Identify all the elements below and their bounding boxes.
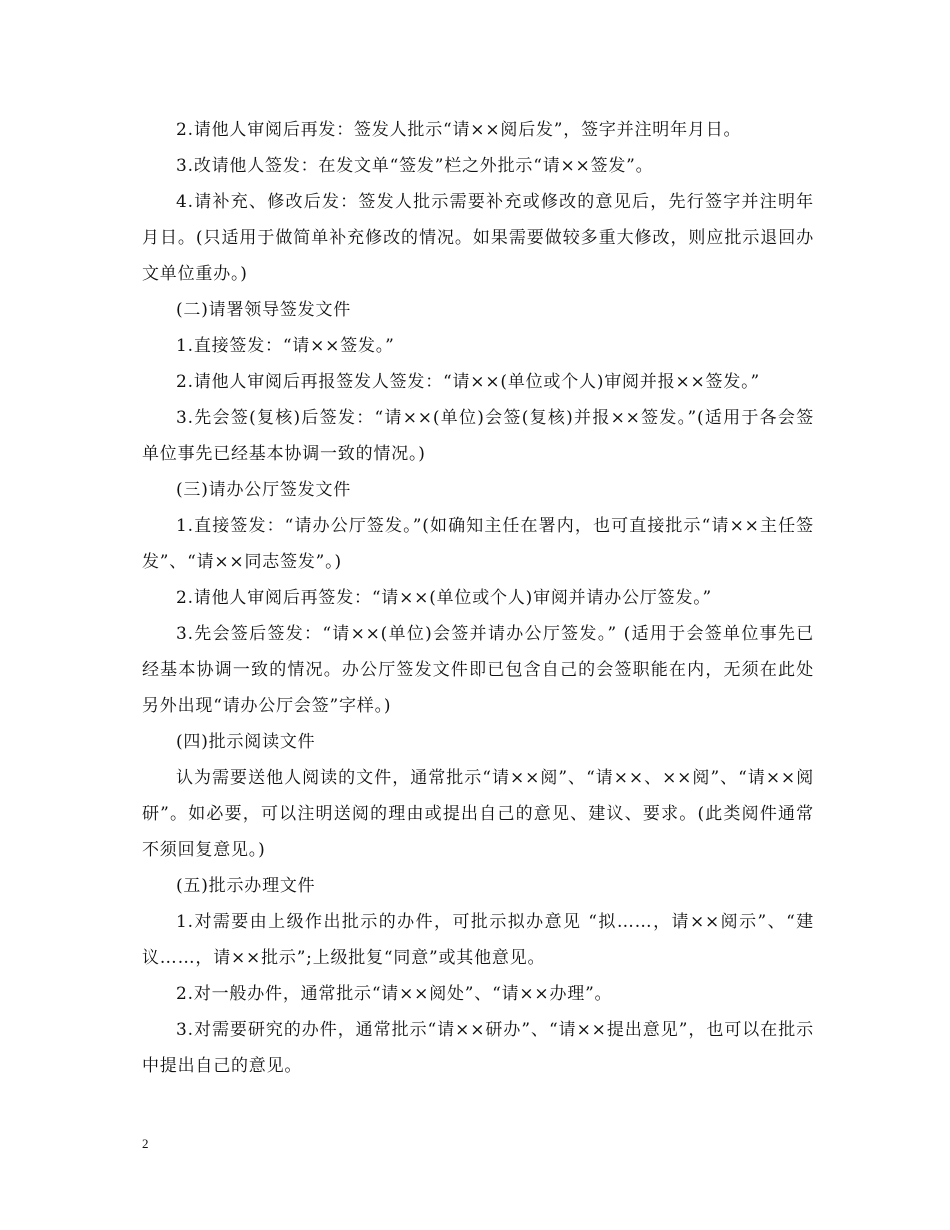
paragraph-general-handling: 2.对一般办件，通常批示“请××阅处”、“请××办理”。 bbox=[176, 984, 613, 1004]
document-body bbox=[142, 112, 814, 1084]
section-heading-2: (二)请署领导签发文件 bbox=[176, 300, 352, 320]
paragraph-research-handling: 3.对需要研究的办件，通常批示“请××研办”、“请××提出意见”，也可以在批示中提出自己的意见。 bbox=[142, 1020, 814, 1076]
paragraph-cosign-review-leader: 3.先会签(复核)后签发：“请××(单位)会签(复核)并报××签发。”(适用于各会签单位事先已经基本协调一致的情况。) bbox=[142, 408, 814, 464]
paragraph-change-signer: 3.改请他人签发：在发文单“签发”栏之外批示“请××签发”。 bbox=[176, 156, 654, 176]
section-heading-3: (三)请办公厅签发文件 bbox=[176, 480, 352, 500]
paragraph-review-then-report: 2.请他人审阅后再报签发人签发：“请××(单位或个人)审阅并报××签发。” bbox=[176, 372, 760, 392]
paragraph-cosign-office: 3.先会签后签发：“请××(单位)会签并请办公厅签发。” (适用于会签单位事先已经基本协调一致的情况。办公厅签发文件即已包含自己的会签职能在内，无须在此处另外出现“请办公厅会签”字样。) bbox=[142, 624, 814, 716]
page-number: 2 bbox=[142, 1136, 149, 1151]
section-heading-4: (四)批示阅读文件 bbox=[176, 732, 316, 752]
paragraph-reading-instructions: 认为需要送他人阅读的文件，通常批示“请××阅”、“请××、××阅”、“请××阅研”。如必要，可以注明送阅的理由或提出自己的意见、建议、要求。(此类阅件通常不须回复意见。) bbox=[142, 768, 814, 860]
paragraph-supplement-revise: 4.请补充、修改后发：签发人批示需要补充或修改的意见后，先行签字并注明年月日。(只适用于做简单补充修改的情况。如果需要做较多重大修改，则应批示退回办文单位重办。) bbox=[142, 192, 814, 284]
paragraph-review-then-office: 2.请他人审阅后再签发：“请××(单位或个人)审阅并请办公厅签发。” bbox=[176, 588, 713, 608]
paragraph-approval-after-review: 2.请他人审阅后再发：签发人批示“请××阅后发”，签字并注明年月日。 bbox=[176, 120, 742, 140]
section-heading-5: (五)批示办理文件 bbox=[176, 876, 316, 896]
paragraph-superior-instructions: 1.对需要由上级作出批示的办件，可批示拟办意见 “拟……，请××阅示”、“建议……，请××批示”;上级批复“同意”或其他意见。 bbox=[142, 912, 814, 968]
paragraph-direct-sign-office: 1.直接签发：“请办公厅签发。”(如确知主任在署内，也可直接批示“请××主任签发”、“请××同志签发”。) bbox=[142, 516, 814, 572]
paragraph-direct-sign-leader: 1.直接签发：“请××签发。” bbox=[176, 336, 395, 356]
